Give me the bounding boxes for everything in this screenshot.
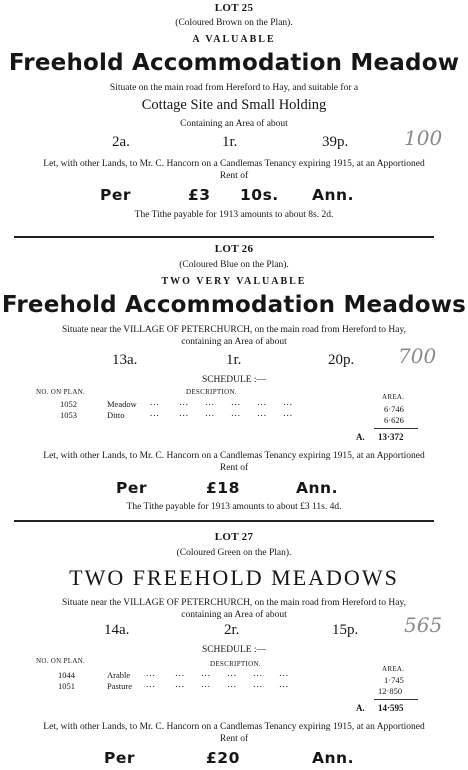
lot-26-handwritten-note: 700	[398, 344, 437, 368]
lot-26-tithe: The Tithe payable for 1913 amounts to about £3 11s. 4d.	[126, 502, 342, 512]
lot-26-intro: TWO VERY VALUABLE	[161, 276, 307, 287]
total-rule	[374, 428, 418, 429]
lot-26-let-line: Let, with other Lands, to Mr. C. Hancorn on a Candlemas Tenancy expiring 1915, at an Apportioned	[43, 451, 425, 461]
lot-25-rent-of: Rent of	[219, 171, 249, 181]
lot-27-rent-of: Rent of	[219, 734, 249, 744]
lot-26-rent-ann: Ann.	[296, 479, 338, 497]
lot-25-tithe: The Tithe payable for 1913 amounts to about 8s. 2d.	[134, 210, 334, 220]
lot-26-heading: Freehold Accommodation Meadows	[1, 292, 467, 318]
lot-27-area-roods: 2r.	[224, 622, 240, 638]
lot-27-rent-per: Per	[104, 749, 136, 767]
lot-27-title: LOT 27	[214, 531, 254, 543]
lot-25-rent-ann: Ann.	[312, 186, 354, 204]
lot-27-total: 14·595	[378, 703, 404, 713]
lot-27-colour-note: (Coloured Green on the Plan).	[176, 548, 292, 558]
lot-27-row-1-leader: ... ... ... ... ... ...	[146, 668, 289, 678]
lot-26-total: 13·372	[378, 432, 404, 442]
lot-26-colour-note: (Coloured Blue on the Plan).	[179, 260, 289, 270]
lot-26-rent-amount: £18	[206, 479, 240, 497]
lot-26-rent-of: Rent of	[219, 463, 249, 473]
lot-26-row-2-area: 6·626	[384, 415, 404, 425]
lot-25-area-acres: 2a.	[112, 134, 130, 150]
lot-26-row-1-leader: ... ... ... ... ... ...	[150, 397, 293, 407]
lot-26-row-1-desc: Meadow	[107, 399, 137, 409]
lot-26-area-acres: 13a.	[112, 352, 138, 368]
lot-27-rent-amount: £20	[206, 749, 240, 767]
lot-27-row-2-area: 12·850	[378, 686, 403, 696]
lot-27-let-line: Let, with other Lands, to Mr. C. Hancorn on a Candlemas Tenancy expiring 1915, at an Apportioned	[43, 722, 425, 732]
lot-27-row-1-no: 1044	[58, 670, 75, 680]
lot-27-total-label: A.	[356, 703, 365, 713]
lot-27-heading: TWO FREEHOLD MEADOWS	[69, 565, 399, 590]
lot-25-cottage: Cottage Site and Small Holding	[141, 97, 327, 113]
lot-26-col-no: NO. ON PLAN.	[36, 388, 86, 396]
lot-25-area-perches: 39p.	[322, 134, 349, 150]
lot-27-area-perches: 15p.	[332, 622, 359, 638]
lot-26-schedule: SCHEDULE :—	[201, 375, 267, 385]
lot-25-title: LOT 25	[214, 2, 254, 14]
lot-27-row-2-desc: Pasture	[107, 681, 133, 691]
lot-27-col-area: AREA.	[382, 665, 405, 673]
lot-26-total-label: A.	[356, 432, 365, 442]
lot-26-row-2-leader: ... ... ... ... ... ...	[150, 408, 293, 418]
lot-27-row-2-no: 1051	[58, 681, 75, 691]
lot-25-rent-per: Per	[100, 186, 132, 204]
lot-26-area-perches: 20p.	[328, 352, 355, 368]
lot-27-col-desc: DESCRIPTION.	[210, 660, 261, 668]
lot-27-situation-2: containing an Area of about	[181, 610, 287, 620]
lot-26-col-desc: DESCRIPTION.	[186, 388, 237, 396]
lot-27-handwritten-note: 565	[404, 613, 443, 637]
lot-26-situation-1: Situate near the VILLAGE OF PETERCHURCH, on the main road from Hereford to Hay,	[61, 325, 407, 335]
lot-25-heading: Freehold Accommodation Meadow	[8, 50, 460, 76]
lot-27-area-acres: 14a.	[104, 622, 130, 638]
lot-25-colour-note: (Coloured Brown on the Plan).	[175, 18, 293, 28]
lot-divider	[14, 520, 434, 522]
lot-25-rent-shillings: 10s.	[240, 186, 279, 204]
lot-25-rent-amount: £3	[188, 186, 211, 204]
lot-27-row-1-area: 1·745	[384, 675, 404, 685]
lot-27-col-no: NO. ON PLAN.	[36, 657, 86, 665]
lot-26-title: LOT 26	[214, 243, 254, 255]
lot-25-situation: Situate on the main road from Hereford to Hay, and suitable for a	[109, 83, 359, 93]
lot-25-handwritten-note: 100	[404, 126, 443, 150]
lot-27-row-2-leader: ... ... ... ... ... ...	[146, 679, 289, 689]
lot-26-row-2-desc: Ditto	[107, 410, 125, 420]
lot-26-row-1-area: 6·746	[384, 404, 404, 414]
lot-26-situation-2: containing an Area of about	[181, 337, 287, 347]
lot-26-row-2-no: 1053	[60, 410, 77, 420]
lot-27-rent-ann: Ann.	[312, 749, 354, 767]
lot-25-area-roods: 1r.	[222, 134, 238, 150]
lot-25-containing: Containing an Area of about	[180, 119, 288, 129]
lot-26-rent-per: Per	[116, 479, 148, 497]
lot-26-row-1-no: 1052	[60, 399, 77, 409]
lot-27-row-1-desc: Arable	[107, 670, 131, 680]
lot-27-schedule: SCHEDULE :—	[201, 645, 267, 655]
lot-26-area-roods: 1r.	[226, 352, 242, 368]
total-rule	[374, 699, 418, 700]
lot-27-situation-1: Situate near the VILLAGE OF PETERCHURCH, on the main road from Hereford to Hay,	[61, 598, 407, 608]
lot-25-let-line: Let, with other Lands, to Mr. C. Hancorn on a Candlemas Tenancy expiring 1915, at an Apportioned	[43, 159, 425, 169]
lot-divider	[14, 236, 434, 238]
lot-26-col-area: AREA.	[382, 393, 405, 401]
lot-25-intro: A VALUABLE	[192, 34, 276, 45]
